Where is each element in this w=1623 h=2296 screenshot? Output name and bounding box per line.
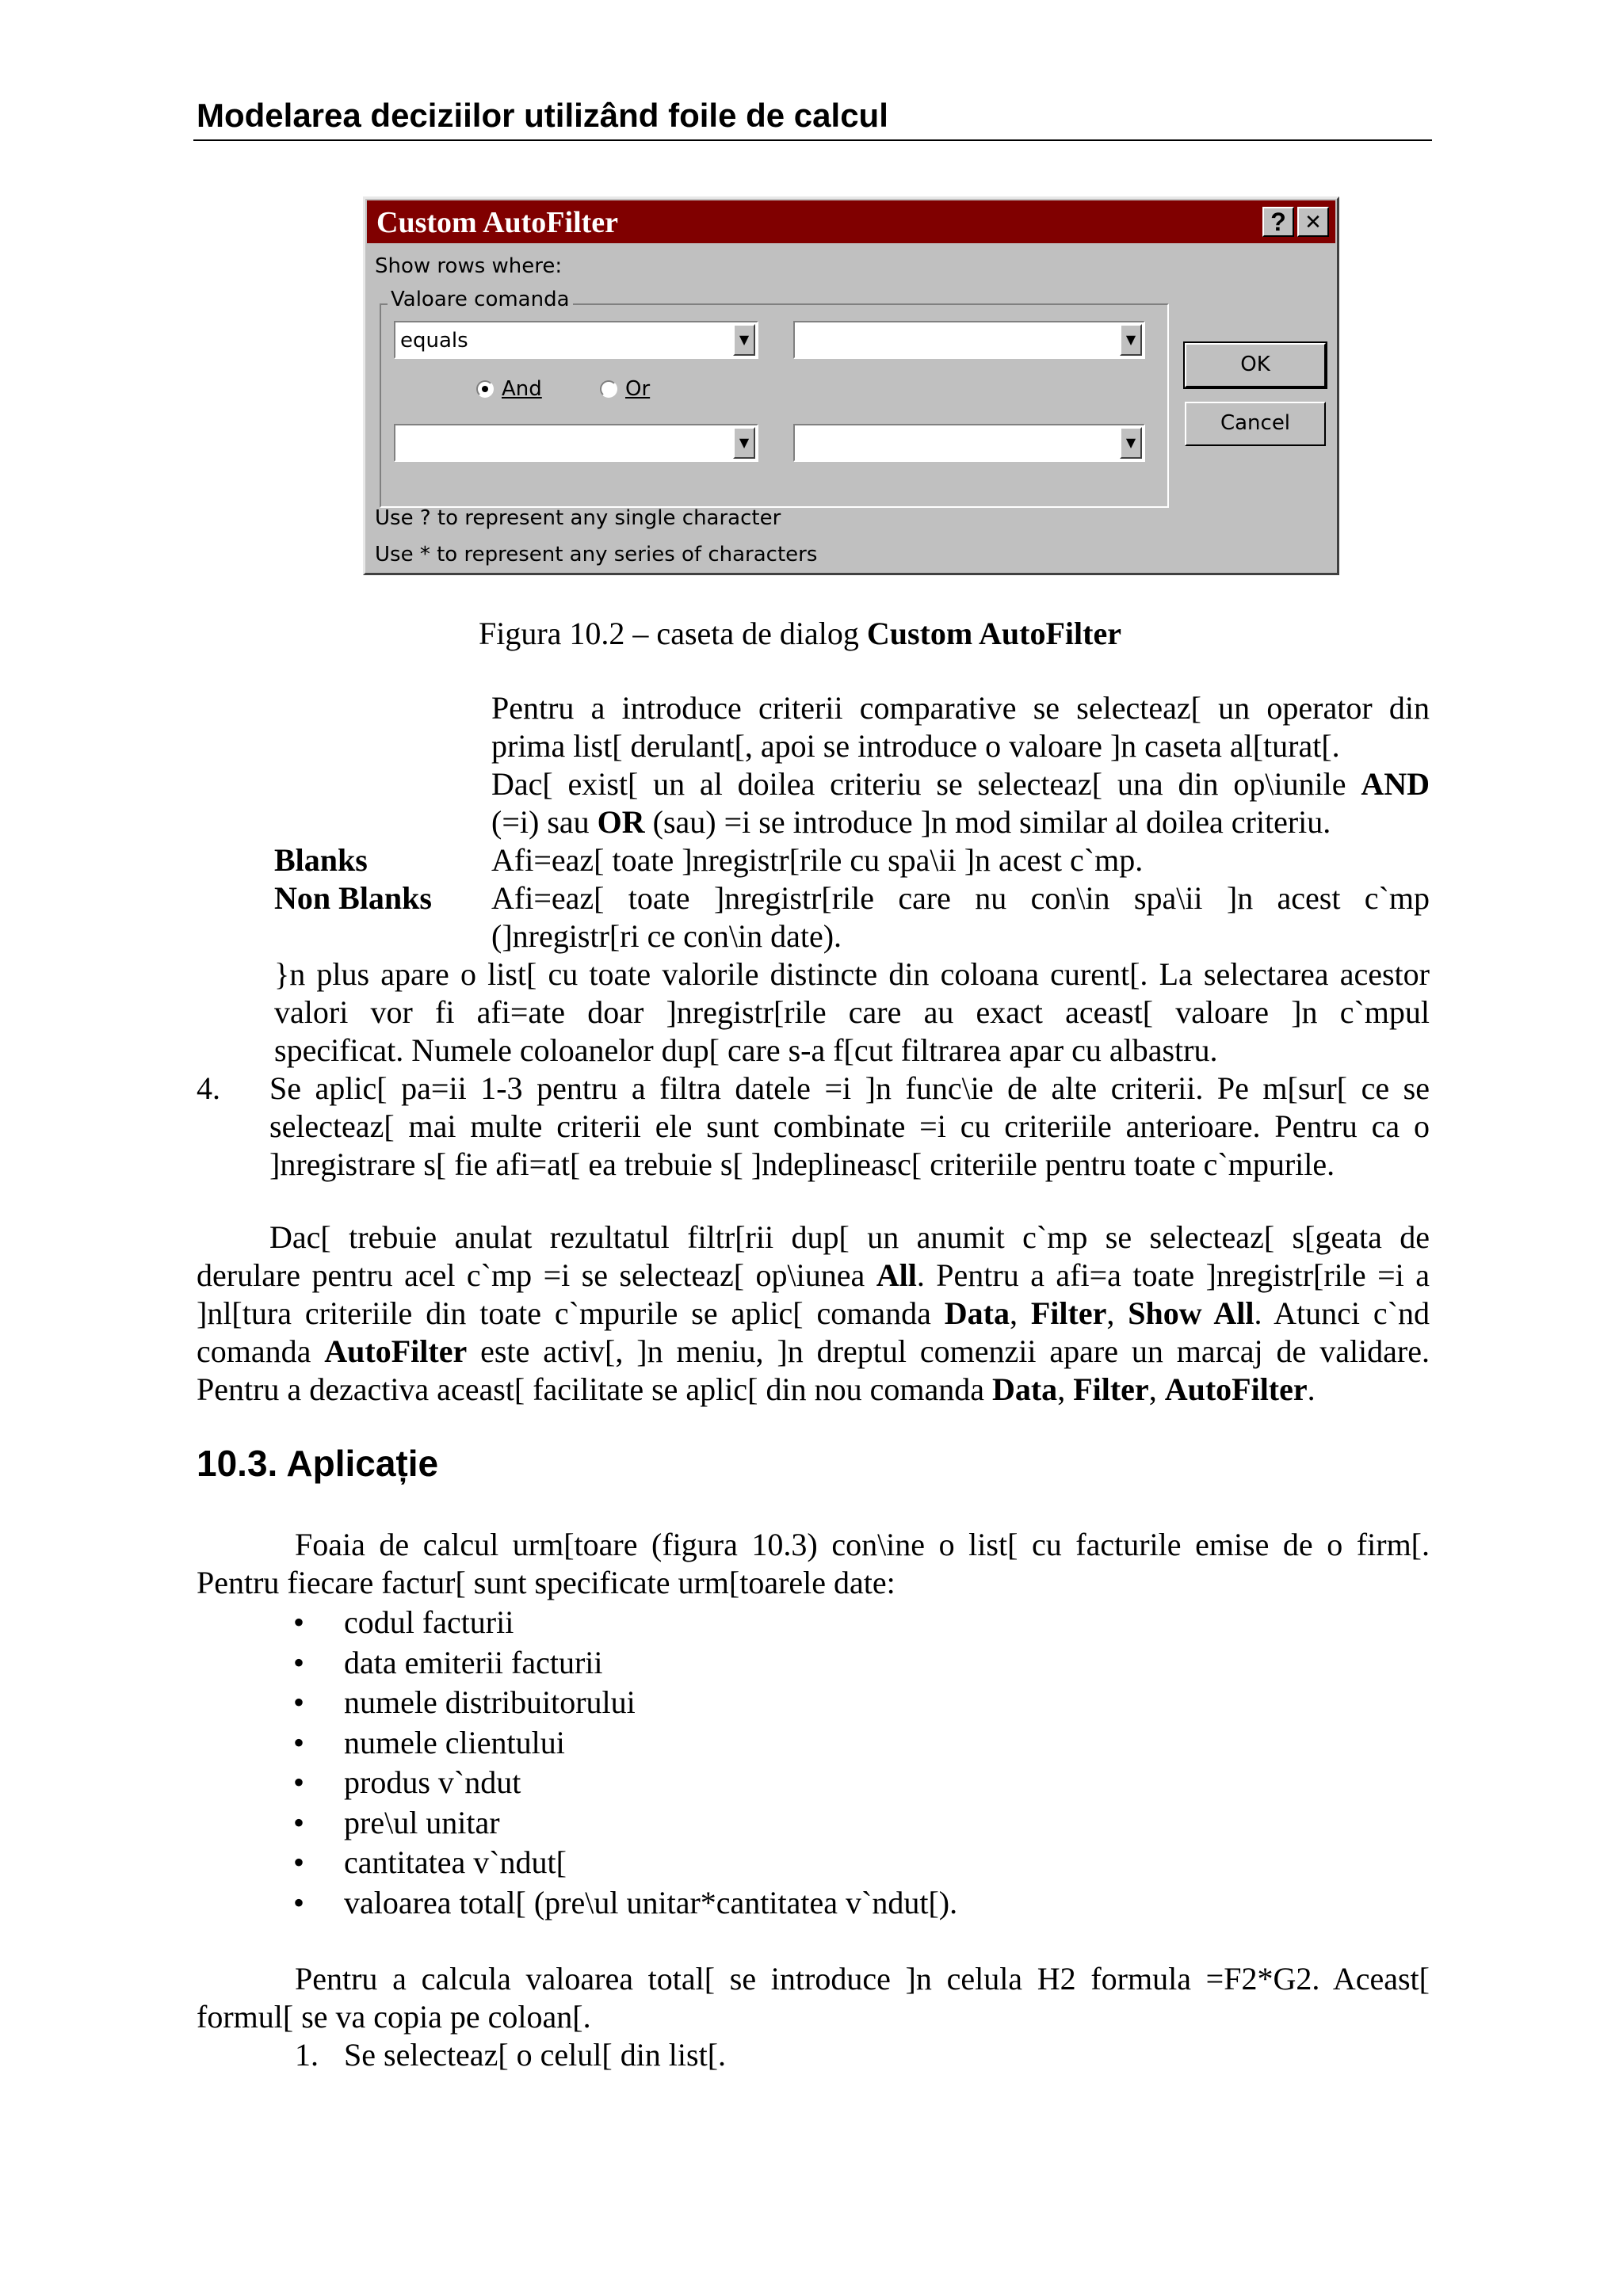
bullet-icon: • [293, 1684, 305, 1720]
bullet-icon: • [293, 1645, 305, 1680]
radio-selected-dot [482, 386, 488, 392]
bullet-icon: • [293, 1805, 305, 1840]
bullet-item: pre\ul unitar [344, 1805, 500, 1840]
blanks-desc: Afi=eaz[ toate ]nregistr[rile cu spa\ii ]n acest c`mp. [491, 842, 1144, 878]
figure-caption: Figura 10.2 – caseta de dialog Custom AutoFilter [479, 616, 1121, 651]
bullet-item: produs v`ndut [344, 1764, 521, 1800]
criteria-group-label: Valoare comanda [388, 288, 573, 311]
section-heading: 10.3. Aplicație [197, 1443, 439, 1484]
item-4-line-3: ]nregistrare s[ fie afi=at[ ea trebuie s[ ]ndeplineasc[ criteriile pentru toate c`mpurile. [269, 1146, 1335, 1182]
block1-line-4: (=i) sau OR (sau) =i se introduce ]n mod similar al doilea criteriu. [491, 804, 1331, 840]
help-button[interactable]: ? [1262, 207, 1294, 237]
nonblanks-term: Non Blanks [274, 880, 432, 916]
value-1-combo[interactable] [793, 321, 1145, 359]
chevron-down-icon[interactable]: ▼ [1120, 324, 1142, 356]
item-4-line-2: selecteaz[ mai multe criterii ele sunt combinate =i cu criteriile anterioare. Pentru ca o [269, 1108, 1430, 1144]
hint-series-chars: Use * to represent any series of characters [375, 543, 818, 566]
chevron-down-icon[interactable]: ▼ [733, 324, 755, 356]
hint-single-char: Use ? to represent any single character [375, 506, 781, 530]
block1-line-3: Dac[ exist[ un al doilea criteriu se selecteaz[ una din op\iunile AND [491, 766, 1430, 802]
para2-line-1: Dac[ trebuie anulat rezultatul filtr[rii dup[ un anumit c`mp se selecteaz[ s[geata de [269, 1219, 1430, 1255]
operator-2-select[interactable] [394, 424, 758, 462]
and-radio-label[interactable]: And [502, 377, 542, 401]
ok-button[interactable]: OK [1185, 343, 1326, 387]
bullet-item: cantitatea v`ndut[ [344, 1844, 567, 1880]
item-4-number: 4. [197, 1070, 220, 1106]
block1-line-1: Pentru a introduce criterii comparative se selecteaz[ un operator din [491, 690, 1430, 726]
value-2-combo[interactable] [793, 424, 1145, 462]
bullet-item: codul facturii [344, 1604, 514, 1640]
plus-line-2: valori vor fi afi=ate doar ]nregistr[rile care au exact aceast[ valoare ]n c`mpul [274, 994, 1430, 1030]
para2-line-5: Pentru a dezactiva aceast[ facilitate se aplic[ din nou comanda Data, Filter, AutoFilter. [197, 1371, 1316, 1407]
dialog-title-bar [367, 200, 1335, 243]
or-radio-label[interactable]: Or [625, 377, 651, 401]
bullet-icon: • [293, 1725, 305, 1760]
custom-autofilter-dialog [363, 196, 1339, 575]
para2-line-2: derulare pentru acel c`mp =i se selecteaz[ op\iunea All. Pentru a afi=a toate ]nregistr[rile =i a [197, 1257, 1430, 1293]
chevron-down-icon[interactable]: ▼ [733, 427, 755, 459]
nonblanks-desc-line-1: Afi=eaz[ toate ]nregistr[rile care nu con\in spa\ii ]n acest c`mp [491, 880, 1430, 916]
item-4-line-1: Se aplic[ pa=ii 1-3 pentru a filtra datele =i ]n func\ie de alte criterii. Pe m[sur[ ce se [269, 1070, 1430, 1106]
or-radio[interactable] [600, 380, 617, 398]
para3-line-1: Foaia de calcul urm[toare (figura 10.3) con\ine o list[ cu facturile emise de o firm[. [295, 1527, 1430, 1562]
plus-line-1: }n plus apare o list[ cu toate valorile distincte din coloana curent[. La selectarea acestor [274, 956, 1430, 992]
plus-line-3: specificat. Numele coloanelor dup[ care s-a f[cut filtrarea apar cu albastru. [274, 1032, 1218, 1068]
bullet-icon: • [293, 1764, 305, 1800]
bullet-item: data emiterii facturii [344, 1645, 603, 1680]
bullet-item: numele distribuitorului [344, 1684, 636, 1720]
bullet-icon: • [293, 1885, 305, 1920]
dialog-title: Custom AutoFilter [376, 206, 619, 239]
nonblanks-desc-line-2: (]nregistr[ri ce con\in date). [491, 918, 842, 954]
bullet-item: numele clientului [344, 1725, 565, 1760]
bullet-icon: • [293, 1604, 305, 1640]
para4-line-2: formul[ se va copia pe coloan[. [197, 1999, 591, 2035]
block1-line-2: prima list[ derulant[, apoi se introduce o valoare ]n caseta al[turat[. [491, 728, 1340, 764]
para2-line-3: ]nl[tura criteriile din toate c`mpurile se aplic[ comanda Data, Filter, Show All. Atunci c`nd [197, 1295, 1430, 1331]
step-1-number: 1. [295, 2037, 319, 2073]
operator-1-select[interactable] [394, 321, 758, 359]
cancel-button[interactable]: Cancel [1185, 402, 1326, 446]
header-rule [193, 139, 1432, 141]
bullet-icon: • [293, 1844, 305, 1880]
operator-1-value: equals [400, 329, 468, 353]
chevron-down-icon[interactable]: ▼ [1120, 427, 1142, 459]
para2-line-4: comanda AutoFilter este activ[, ]n meniu, ]n dreptul comenzii apare un marcaj de validare. [197, 1333, 1430, 1369]
bullet-item: valoarea total[ (pre\ul unitar*cantitatea v`ndut[). [344, 1885, 958, 1920]
and-radio[interactable] [476, 380, 494, 398]
show-rows-label: Show rows where: [375, 254, 563, 278]
para4-line-1: Pentru a calcula valoarea total[ se introduce ]n celula H2 formula =F2*G2. Aceast[ [295, 1961, 1430, 1997]
step-1-text: Se selecteaz[ o celul[ din list[. [344, 2037, 727, 2073]
close-button[interactable]: ✕ [1297, 207, 1329, 237]
para3-line-2: Pentru fiecare factur[ sunt specificate urm[toarele date: [197, 1565, 896, 1600]
page-header-title: Modelarea deciziilor utilizând foile de calcul [197, 97, 888, 134]
blanks-term: Blanks [274, 842, 368, 878]
